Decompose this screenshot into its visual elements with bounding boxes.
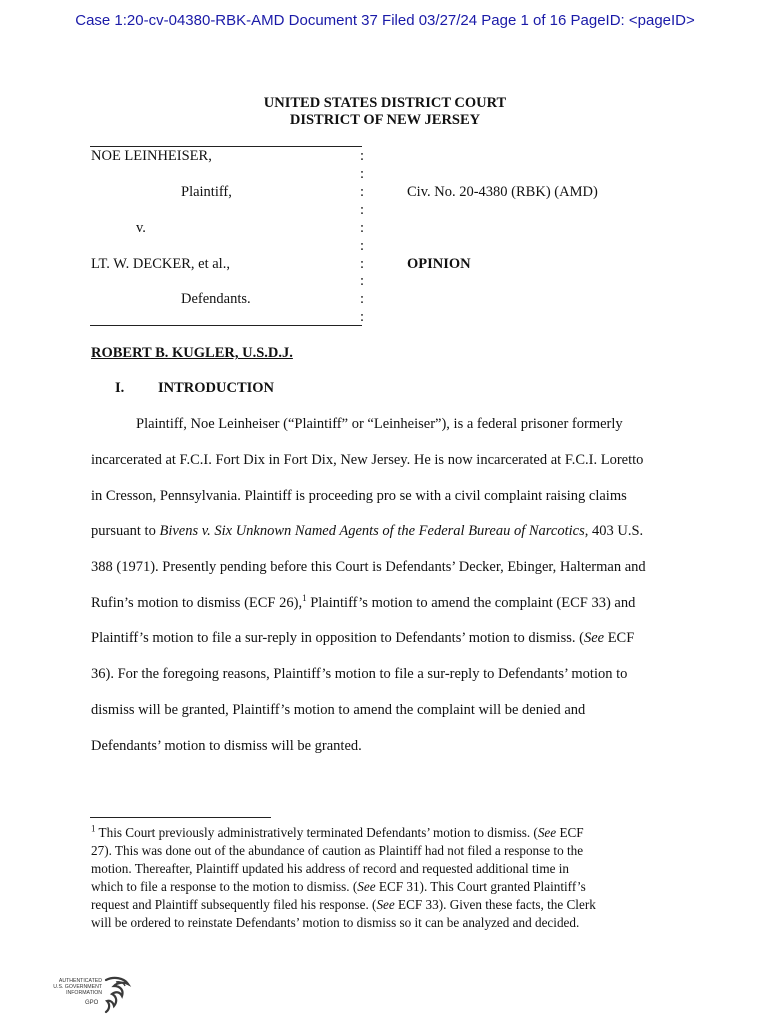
defendant-role: Defendants.: [181, 291, 251, 307]
section-number: I.: [115, 380, 125, 396]
footnote-line: which to file a response to the motion to dismiss. (See ECF 31). This Court granted Plaintiff’s: [91, 879, 586, 894]
case-citation: Bivens v. Six Unknown Named Agents of the Federal Bureau of Narcotics: [159, 523, 585, 539]
caption-colon: :: [360, 238, 365, 254]
body-line: pursuant to Bivens v. Six Unknown Named Agents of the Federal Bureau of Narcotics, 403 U.S.: [91, 523, 644, 539]
case-header: Case 1:20-cv-04380-RBK-AMD Document 37 Filed 03/27/24 Page 1 of 16 PageID: <pageID>: [75, 12, 695, 29]
civil-number: Civ. No. 20-4380 (RBK) (AMD): [407, 184, 598, 200]
footnote-line: $^1$ This Court previously administratively terminated Defendants’ motion to dismiss. (See ECF: [91, 823, 584, 840]
body-line: 36). For the foregoing reasons, Plaintiff’s motion to file a sur-reply to Defendants’ motion to: [91, 666, 628, 682]
footnote-line: request and Plaintiff subsequently filed his response. (See ECF 33). Given these facts, the Clerk: [91, 897, 596, 912]
section-title: INTRODUCTION: [158, 380, 275, 396]
footnote-line: will be ordered to reinstate Defendants’ motion to dismiss so it can be analyzed and decided.: [91, 915, 580, 930]
gpo-authentication-seal: AUTHENTICATED U.S. GOVERNMENT INFORMATION GPO: [44, 970, 134, 1016]
body-line: Rufin’s motion to dismiss (ECF 26),$^1$ Plaintiff’s motion to amend the complaint (ECF 33) and: [91, 593, 636, 611]
court-district: DISTRICT OF NEW JERSEY: [289, 112, 481, 128]
versus: v.: [136, 220, 146, 236]
footnote-number: 1: [91, 823, 96, 834]
gpo-label: GPO: [85, 1000, 99, 1006]
caption-colon: :: [360, 220, 365, 236]
plaintiff-role: Plaintiff,: [181, 184, 232, 200]
caption-colon: :: [360, 256, 365, 272]
judge-name: ROBERT B. KUGLER, U.S.D.J.: [91, 345, 293, 361]
footnote-line: 27). This was done out of the abundance of caution as Plaintiff had not filed a response to the: [91, 843, 584, 858]
body-line: Defendants’ motion to dismiss will be granted.: [91, 738, 362, 754]
caption-colon: :: [360, 291, 365, 307]
caption-colon: :: [360, 202, 365, 218]
caption-colon: :: [360, 309, 365, 325]
plaintiff-name: NOE LEINHEISER,: [91, 148, 212, 164]
footnote-line: motion. Thereafter, Plaintiff updated his address of record and requested additional time in: [91, 861, 569, 876]
court-name: UNITED STATES DISTRICT COURT: [263, 95, 507, 111]
caption-bottom-rule: [90, 325, 362, 326]
footnote-ref[interactable]: 1: [302, 593, 307, 604]
body-line: Plaintiff, Noe Leinheiser (“Plaintiff” or “Leinheiser”), is a federal prisoner formerly: [136, 416, 623, 432]
body-line: 388 (1971). Presently pending before this Court is Defendants’ Decker, Ebinger, Halterman and: [91, 559, 646, 575]
document-type: OPINION: [407, 256, 471, 272]
body-line: incarcerated at F.C.I. Fort Dix in Fort Dix, New Jersey. He is now incarcerated at F.C.I. Loretto: [91, 452, 644, 468]
defendant-name: LT. W. DECKER, et al.,: [91, 256, 230, 272]
body-line: dismiss will be granted, Plaintiff’s motion to amend the complaint will be denied and: [91, 702, 586, 718]
caption-colon: :: [360, 273, 365, 289]
caption-colon: :: [360, 166, 365, 182]
footnote-rule: [90, 817, 271, 818]
body-line: Plaintiff’s motion to file a sur-reply in opposition to Defendants’ motion to dismiss. (See ECF: [91, 630, 635, 646]
caption-colon: :: [360, 148, 365, 164]
caption-top-rule: [90, 146, 362, 147]
body-line: in Cresson, Pennsylvania. Plaintiff is proceeding pro se with a civil complaint raising claims: [91, 488, 627, 504]
eagle-icon: [102, 974, 132, 1014]
caption-colon: :: [360, 184, 365, 200]
